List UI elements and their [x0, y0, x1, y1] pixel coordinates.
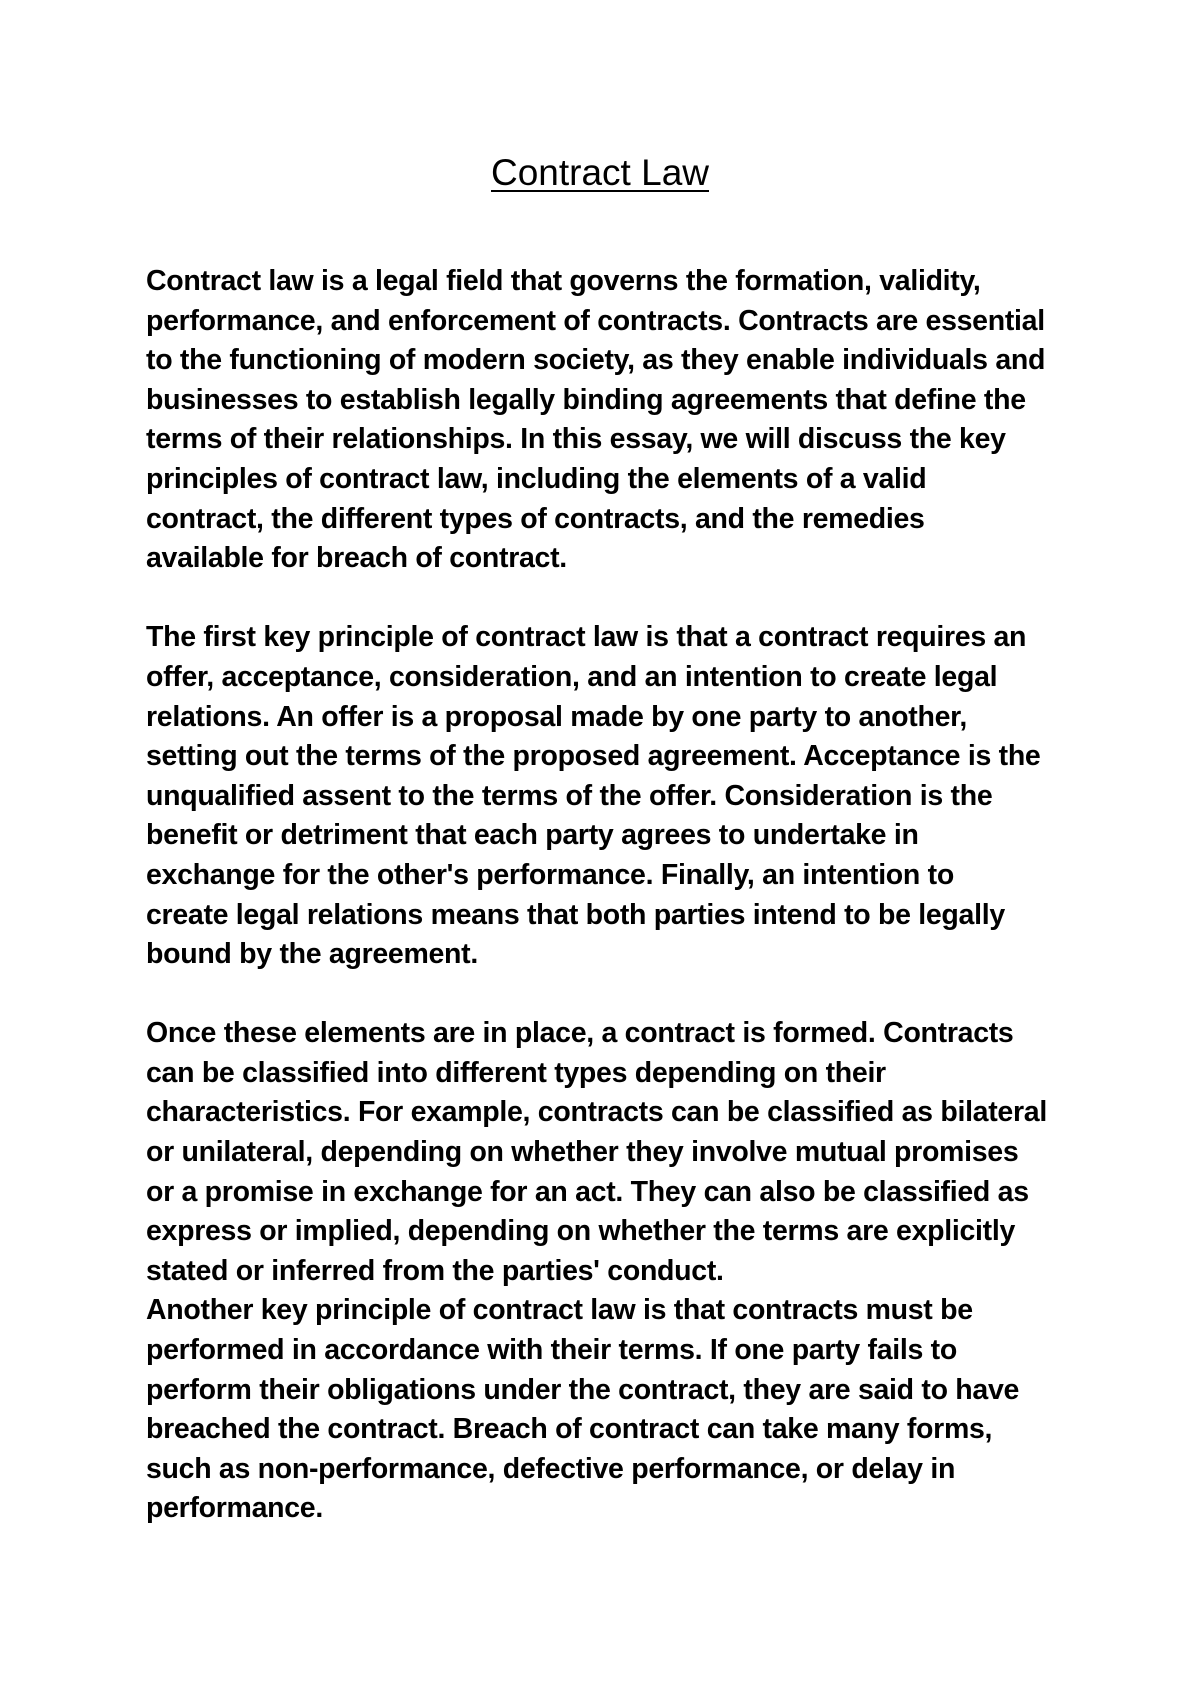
text-line: performance, and enforcement of contracts. Contracts are essential — [146, 304, 1045, 337]
text-line: Once these elements are in place, a contract is formed. Contracts — [146, 1017, 1014, 1050]
text-line: to the functioning of modern society, as they enable individuals and — [146, 344, 1046, 377]
paragraph-spacer — [146, 579, 1076, 619]
paragraph-intro — [146, 262, 1076, 579]
text-line: such as non-performance, defective performance, or delay in — [146, 1452, 956, 1485]
text-line: breached the contract. Breach of contract can take many forms, — [146, 1413, 993, 1446]
text-line: characteristics. For example, contracts can be classified as bilateral — [146, 1096, 1047, 1129]
text-line: or a promise in exchange for an act. They can also be classified as — [146, 1175, 1029, 1208]
text-line: available for breach of contract. — [146, 542, 567, 575]
paragraph-spacer — [146, 975, 1076, 1015]
text-line: express or implied, depending on whether the terms are explicitly — [146, 1215, 1015, 1248]
text-line: Contract law is a legal field that governs the formation, validity, — [146, 265, 981, 297]
text-line: relations. An offer is a proposal made by one party to another, — [146, 700, 967, 733]
paragraph-elements — [146, 618, 1076, 974]
document-title: Contract Law — [491, 152, 709, 193]
text-line: or unilateral, depending on whether they involve mutual promises — [146, 1136, 1019, 1169]
text-line: perform their obligations under the contract, they are said to have — [146, 1373, 1020, 1406]
document-body — [146, 262, 1076, 1529]
text-line: Another key principle of contract law is that contracts must be — [146, 1294, 973, 1327]
text-line: offer, acceptance, consideration, and an intention to create legal — [146, 660, 998, 693]
text-line: businesses to establish legally binding agreements that define the — [146, 383, 1026, 416]
text-line: principles of contract law, including the elements of a valid — [146, 462, 927, 495]
text-line: stated or inferred from the parties' conduct. — [146, 1254, 724, 1287]
text-line: create legal relations means that both parties intend to be legally — [146, 898, 1005, 931]
text-line: exchange for the other's performance. Finally, an intention to — [146, 858, 954, 891]
text-line: terms of their relationships. In this essay, we will discuss the key — [146, 423, 1006, 456]
text-line: bound by the agreement. — [146, 938, 478, 971]
text-line: benefit or detriment that each party agrees to undertake in — [146, 819, 919, 852]
text-line: The first key principle of contract law is that a contract requires an — [146, 621, 1027, 654]
text-line: can be classified into different types depending on their — [146, 1056, 886, 1089]
text-line: performance. — [146, 1492, 323, 1525]
text-line: setting out the terms of the proposed agreement. Acceptance is the — [146, 740, 1041, 773]
text-line: contract, the different types of contracts, and the remedies — [146, 502, 925, 535]
text-line: unqualified assent to the terms of the offer. Consideration is the — [146, 779, 993, 812]
paragraph-types-and-breach — [146, 1014, 1076, 1529]
text-line: performed in accordance with their terms. If one party fails to — [146, 1334, 957, 1367]
